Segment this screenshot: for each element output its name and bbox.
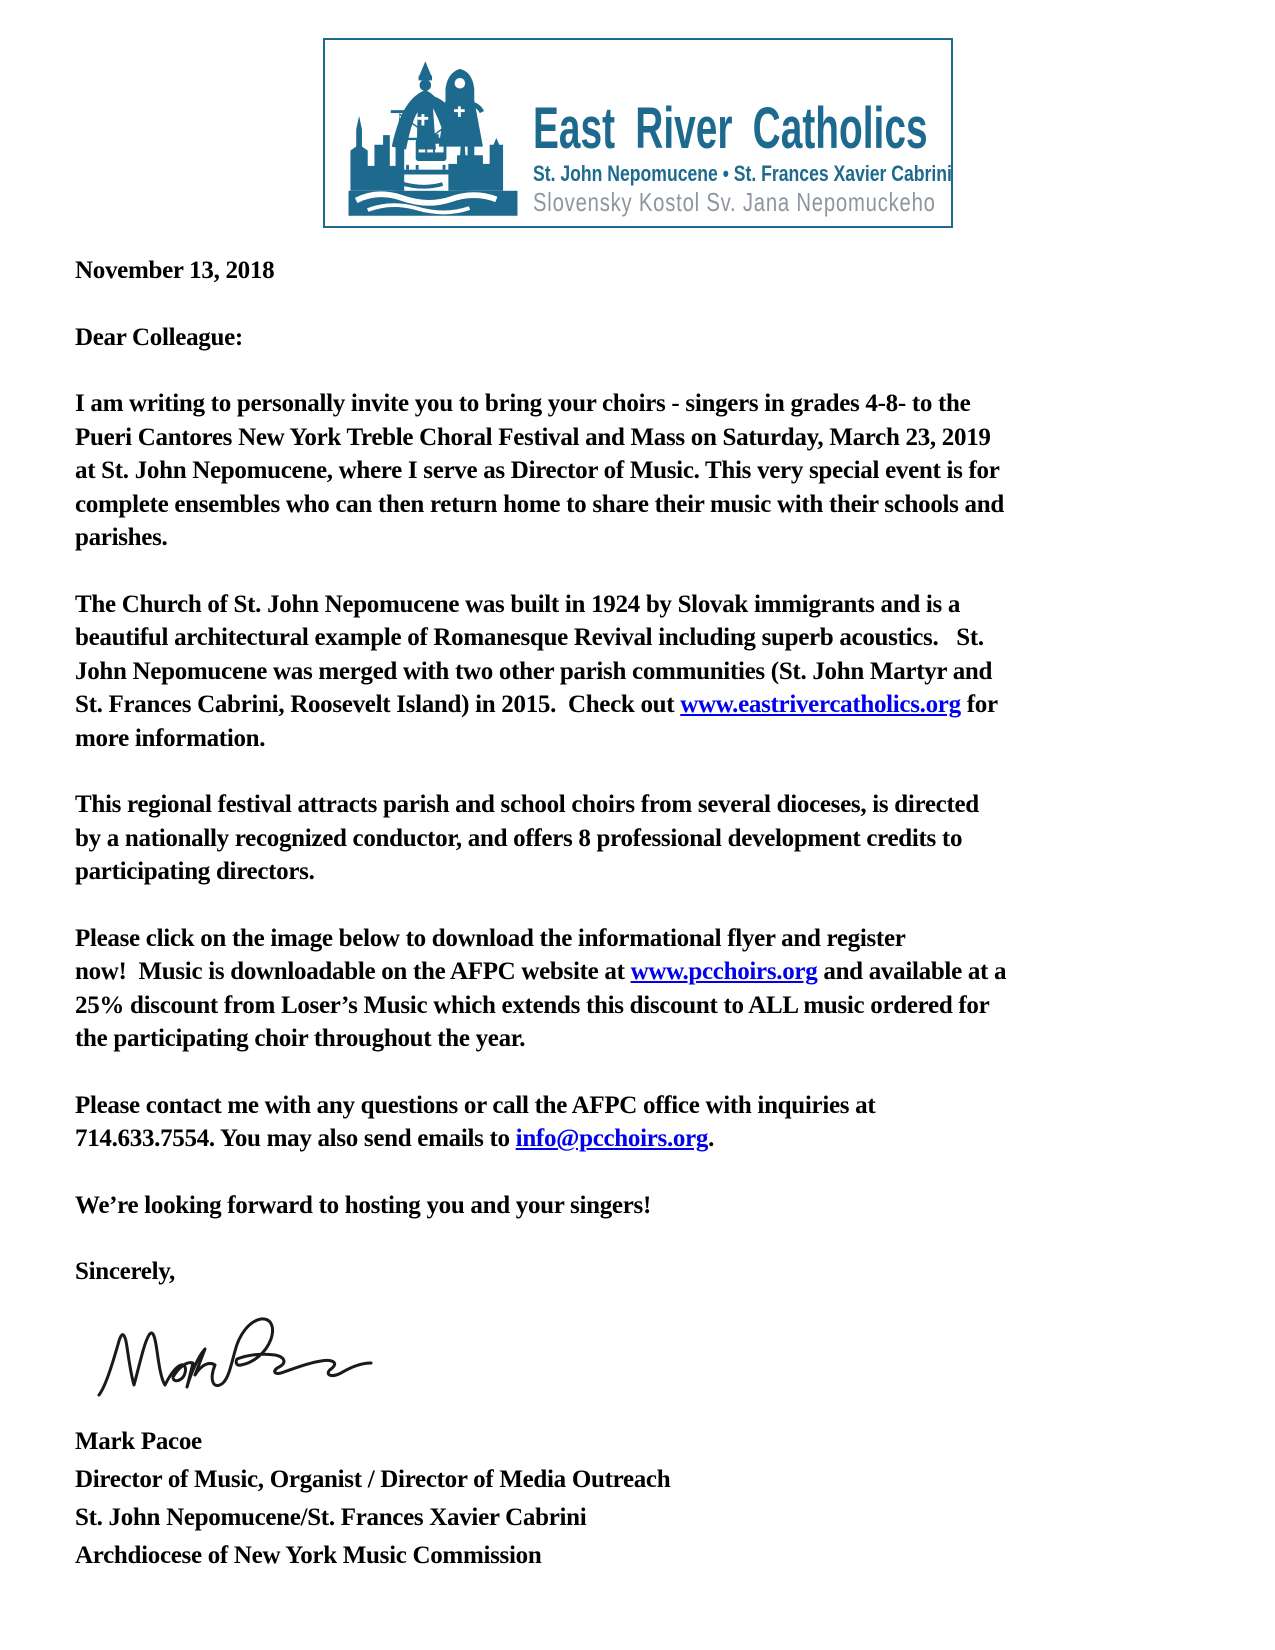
letter-date: November 13, 2018 [75, 257, 275, 284]
line-text: . [708, 1125, 715, 1152]
nun-figure [438, 69, 482, 147]
eastrivercatholics-link[interactable]: www.eastrivercatholics.org [680, 691, 961, 718]
signature-name: Mark Pacoe [75, 1427, 202, 1455]
signature-title: Archdiocese of New York Music Commission [75, 1541, 542, 1569]
letter-line [75, 1122, 1215, 1156]
letter-line: by a nationally recognized conductor, and offers 8 professional development credits to [75, 824, 963, 852]
logo-tagline: Slovensky Kostol Sv. Jana Nepomuckeho [532, 187, 936, 218]
letterhead-logo [323, 38, 953, 228]
letter-line: complete ensembles who can then return home to share their music with their schools and [75, 490, 1004, 518]
paragraph-contact [75, 1089, 1215, 1156]
signature-title: St. John Nepomucene/St. Frances Xavier Cabrini [75, 1503, 587, 1531]
pcchoirs-link[interactable]: www.pcchoirs.org [630, 958, 818, 985]
paragraph-church-history [75, 588, 1215, 756]
letterhead-illustration [337, 48, 529, 220]
signature-title: Director of Music, Organist / Director of Media Outreach [75, 1465, 671, 1493]
letter-line: Please click on the image below to download the informational flyer and register [75, 924, 906, 952]
paragraph-invitation [75, 387, 1215, 555]
line-text: for [960, 691, 998, 718]
line-text: and available at a [817, 958, 1007, 985]
valediction: Sincerely, [75, 1258, 176, 1285]
signature-block [75, 1423, 1215, 1575]
bridge-deck [392, 170, 469, 175]
paragraph-registration [75, 922, 1215, 1056]
line-text: St. Frances Cabrini, Roosevelt Island) in 2015. Check out [75, 691, 681, 718]
east-river-catholics-emblem-icon [337, 56, 529, 220]
letterhead-text [529, 48, 1122, 220]
letter-line: more information. [75, 724, 266, 752]
letter-line: beautiful architectural example of Romanesque Revival including superb acoustics. St. [75, 624, 984, 651]
letter-line: Please contact me with any questions or call the AFPC office with inquiries at [75, 1091, 876, 1119]
letter-line [75, 955, 1215, 989]
letter-line: I am writing to personally invite you to bring your choirs - singers in grades 4-8- to the [75, 390, 971, 417]
logo-title: East River Catholics [532, 95, 928, 161]
letter-line: 25% discount from Loser’s Music which extends this discount to ALL music ordered for [75, 991, 990, 1019]
letter-line: at St. John Nepomucene, where I serve as Director of Music. This very special event is for [75, 457, 1000, 484]
letter-line: The Church of St. John Nepomucene was built in 1924 by Slovak immigrants and is a [75, 590, 961, 618]
letter-line: Pueri Cantores New York Treble Choral Festival and Mass on Saturday, March 23, 2019 [75, 423, 991, 451]
handwritten-signature [89, 1297, 389, 1419]
line-text: 714.633.7554. You may also send emails to [75, 1125, 516, 1152]
salutation: Dear Colleague: [75, 323, 243, 351]
closing-line: We’re looking forward to hosting you and your singers! [75, 1191, 651, 1219]
letter-line: parishes. [75, 524, 168, 551]
line-text: now! Music is downloadable on the AFPC website at [75, 958, 631, 985]
letter-line [75, 688, 1215, 722]
email-link[interactable]: info@pcchoirs.org [515, 1125, 709, 1152]
letter-line: the participating choir throughout the year. [75, 1025, 526, 1052]
letter-line: participating directors. [75, 858, 315, 885]
letter-line: John Nepomucene was merged with two other parish communities (St. John Martyr and [75, 657, 993, 685]
paragraph-festival-details [75, 788, 1215, 889]
letter-body [75, 254, 1215, 1575]
letter-line: This regional festival attracts parish and school choirs from several dioceses, is directed [75, 791, 979, 818]
logo-subtitle: St. John Nepomucene • St. Frances Xavier Cabrini [532, 160, 952, 186]
